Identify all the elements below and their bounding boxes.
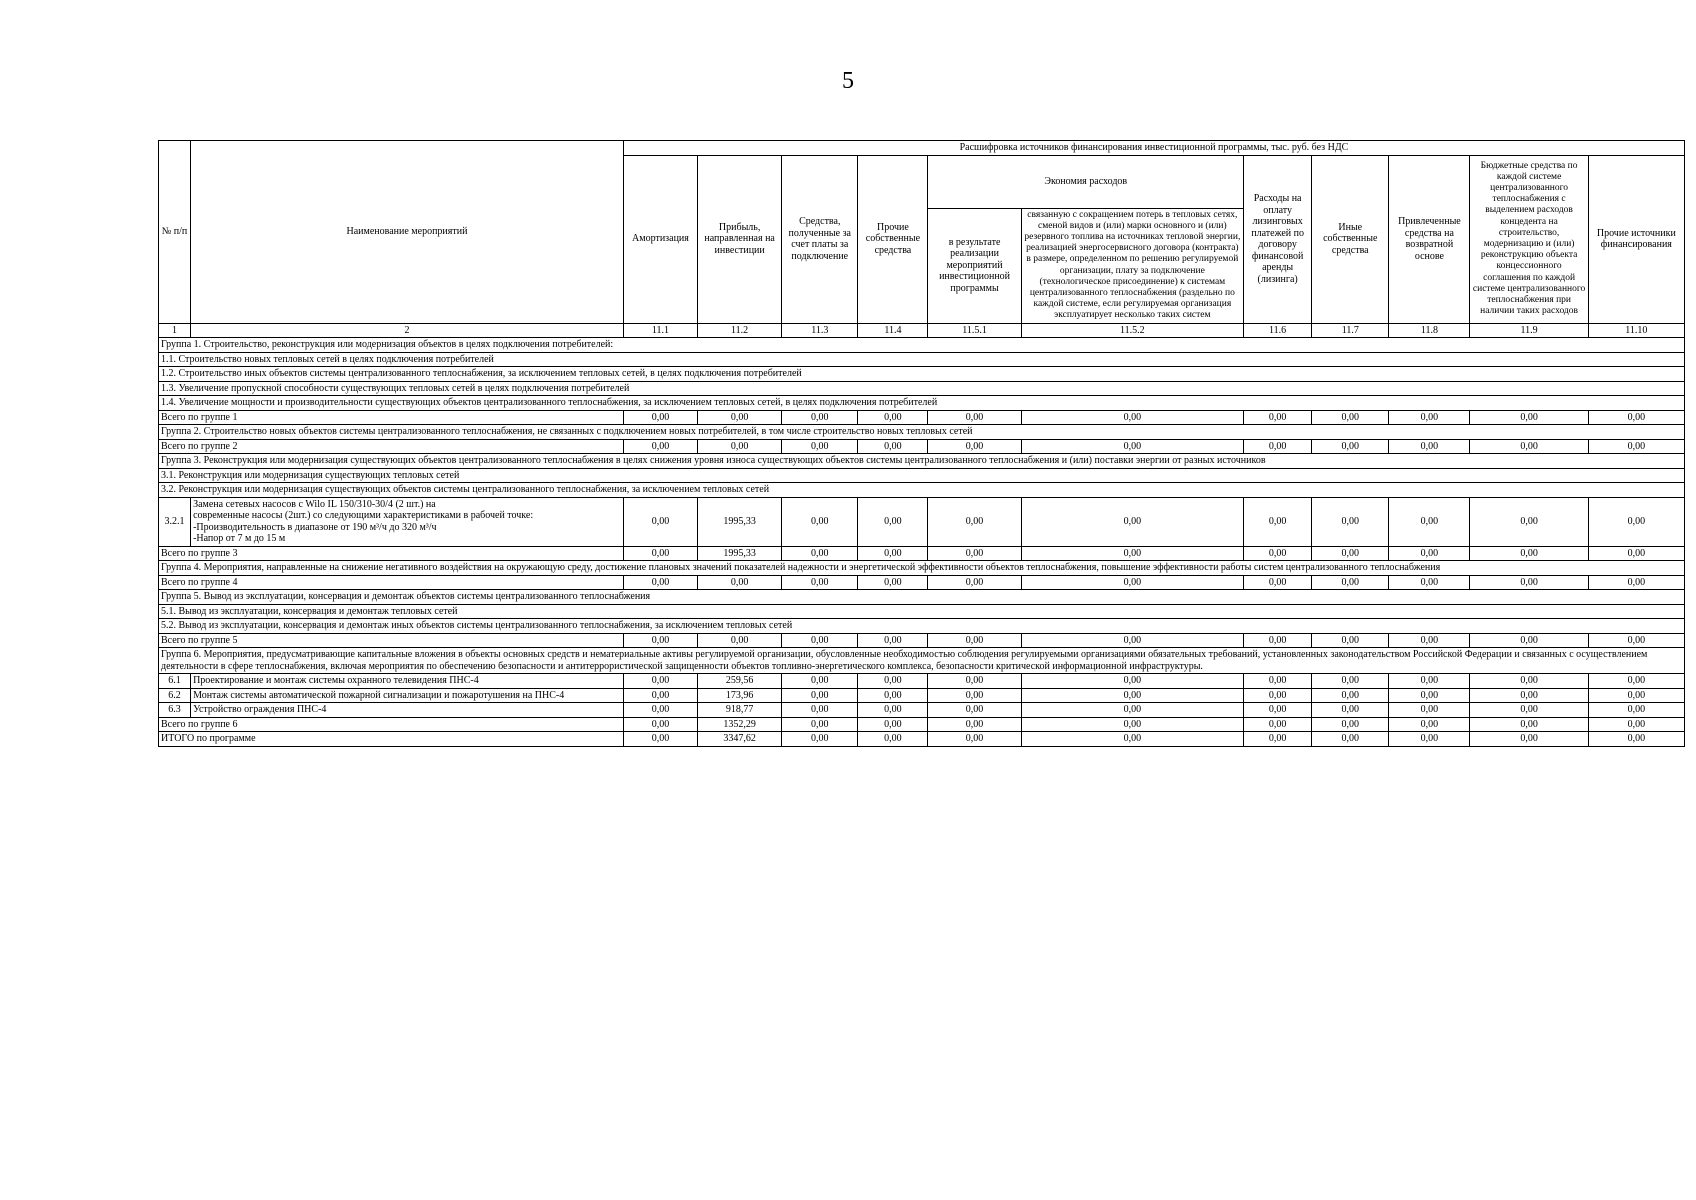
- value-cell: 0,00: [858, 717, 928, 732]
- group-row: [159, 648, 1685, 674]
- index-cell: 11.10: [1588, 323, 1684, 338]
- subgroup-row: [159, 396, 1685, 411]
- total-row: [159, 633, 1685, 648]
- value-cell: 0,00: [858, 575, 928, 590]
- total-row: [159, 717, 1685, 732]
- value-cell: 0,00: [858, 410, 928, 425]
- row-name: Монтаж системы автоматической пожарной сигнализации и пожаротушения на ПНС-4: [191, 688, 624, 703]
- value-cell: 0,00: [1588, 439, 1684, 454]
- table-row: [159, 674, 1685, 689]
- value-cell: 0,00: [1312, 703, 1389, 718]
- total-label: Всего по группе 4: [159, 575, 624, 590]
- group-row: [159, 454, 1685, 469]
- index-cell: 11.5.2: [1021, 323, 1243, 338]
- value-cell: 0,00: [1021, 410, 1243, 425]
- value-cell: 0,00: [623, 410, 697, 425]
- subgroup-row: [159, 619, 1685, 634]
- value-cell: 0,00: [1588, 575, 1684, 590]
- value-cell: 0,00: [623, 633, 697, 648]
- row-name-line: Замена сетевых насосов с Wilo IL 150/310-30/4 (2 шт.) на: [193, 498, 436, 510]
- value-cell: 0,00: [1588, 633, 1684, 648]
- value-cell: 0,00: [1021, 439, 1243, 454]
- value-cell: 0,00: [858, 497, 928, 546]
- value-cell: 0,00: [928, 410, 1021, 425]
- header-11-5-2: связанную с сокращением потерь в тепловых сетях, сменой видов и (или) марки основного и (или) резервного топлива на источниках тепловой энергии, реализацией энергосервисного договора (контракта) в размере, определенном по решению регулируемой организации, плату за подключение (технологическое присоединение) к системам централизованного теплоснабжения (раздельно по каждой системе, если регулируемая организация эксплуатирует несколько таких систем: [1021, 208, 1243, 323]
- header-11-10: Прочие источники финансирования: [1588, 155, 1684, 323]
- value-cell: 0,00: [1312, 497, 1389, 546]
- value-cell: 0,00: [1470, 410, 1588, 425]
- value-cell: 0,00: [1312, 717, 1389, 732]
- value-cell: 0,00: [1389, 732, 1470, 747]
- value-cell: 0,00: [1312, 439, 1389, 454]
- value-cell: 0,00: [698, 575, 782, 590]
- header-financing: Расшифровка источников финансирования инвестиционной программы, тыс. руб. без НДС: [623, 141, 1684, 156]
- header-11-8: Привлеченные средства на возвратной основе: [1389, 155, 1470, 323]
- value-cell: 0,00: [1470, 732, 1588, 747]
- value-cell: 0,00: [698, 410, 782, 425]
- value-cell: 0,00: [1588, 410, 1684, 425]
- value-cell: 0,00: [1244, 703, 1312, 718]
- value-cell: 0,00: [1389, 439, 1470, 454]
- table-row: [159, 703, 1685, 718]
- header-name: Наименование мероприятий: [191, 141, 624, 324]
- subgroup-row: [159, 381, 1685, 396]
- total-label: Всего по группе 2: [159, 439, 624, 454]
- value-cell: 0,00: [1389, 688, 1470, 703]
- header-economy: Экономия расходов: [928, 155, 1244, 208]
- total-row: [159, 546, 1685, 561]
- value-cell: 0,00: [1244, 674, 1312, 689]
- value-cell: 0,00: [782, 439, 858, 454]
- value-cell: 0,00: [1312, 674, 1389, 689]
- value-cell: 0,00: [1312, 410, 1389, 425]
- value-cell: 0,00: [782, 732, 858, 747]
- row-number: 6.1: [159, 674, 191, 689]
- total-label: Всего по группе 5: [159, 633, 624, 648]
- subgroup-title: 1.1. Строительство новых тепловых сетей в целях подключения потребителей: [159, 352, 1685, 367]
- row-number: 3.2.1: [159, 497, 191, 546]
- value-cell: 0,00: [1021, 575, 1243, 590]
- value-cell: 0,00: [782, 575, 858, 590]
- value-cell: 0,00: [858, 546, 928, 561]
- subgroup-title: 5.1. Вывод из эксплуатации, консервация и демонтаж тепловых сетей: [159, 604, 1685, 619]
- value-cell: 0,00: [858, 732, 928, 747]
- total-row: [159, 410, 1685, 425]
- group-title: Группа 4. Мероприятия, направленные на снижение негативного воздействия на окружающую среду, достижение плановых значений показателей надежности и энергетической эффективности объектов теплоснабжения, повышение эффективности работы систем централизованного теплоснабжения: [159, 561, 1685, 576]
- value-cell: 0,00: [1470, 688, 1588, 703]
- value-cell: 0,00: [1021, 703, 1243, 718]
- value-cell: 0,00: [1312, 575, 1389, 590]
- value-cell: 0,00: [1389, 717, 1470, 732]
- value-cell: 0,00: [1021, 546, 1243, 561]
- value-cell: 3347,62: [698, 732, 782, 747]
- group-title: Группа 2. Строительство новых объектов системы централизованного теплоснабжения, не связанных с подключением новых потребителей, в том числе строительство новых тепловых сетей: [159, 425, 1685, 440]
- subgroup-title: 3.2. Реконструкция или модернизация существующих объектов системы централизованного теплоснабжения, за исключением тепловых сетей: [159, 483, 1685, 498]
- value-cell: 0,00: [858, 688, 928, 703]
- value-cell: 0,00: [1470, 703, 1588, 718]
- value-cell: 259,56: [698, 674, 782, 689]
- row-name: [191, 497, 624, 546]
- row-name-line: современные насосы (2шт.) со следующими характеристиками в рабочей точке:: [193, 510, 534, 522]
- value-cell: 0,00: [782, 410, 858, 425]
- value-cell: 0,00: [858, 703, 928, 718]
- value-cell: 0,00: [1470, 633, 1588, 648]
- value-cell: 0,00: [928, 703, 1021, 718]
- row-name-line: -Производительность в диапазоне от 190 м³/ч до 320 м³/ч: [193, 521, 437, 533]
- value-cell: 0,00: [1244, 717, 1312, 732]
- value-cell: 0,00: [623, 546, 697, 561]
- value-cell: 0,00: [623, 497, 697, 546]
- table-row: [159, 497, 1685, 546]
- group-title: Группа 1. Строительство, реконструкция или модернизация объектов в целях подключения потребителей:: [159, 338, 1685, 353]
- value-cell: 0,00: [623, 732, 697, 747]
- value-cell: 0,00: [1312, 688, 1389, 703]
- value-cell: 0,00: [928, 717, 1021, 732]
- header-11-2: Прибыль, направленная на инвестиции: [698, 155, 782, 323]
- value-cell: 0,00: [858, 674, 928, 689]
- value-cell: 0,00: [698, 633, 782, 648]
- page-number: 5: [842, 68, 854, 94]
- value-cell: 0,00: [1244, 732, 1312, 747]
- value-cell: 0,00: [1389, 674, 1470, 689]
- value-cell: 0,00: [782, 633, 858, 648]
- header-11-7: Иные собственные средства: [1312, 155, 1389, 323]
- subgroup-title: 3.1. Реконструкция или модернизация существующих тепловых сетей: [159, 468, 1685, 483]
- subgroup-row: [159, 483, 1685, 498]
- subgroup-title: 1.2. Строительство иных объектов системы централизованного теплоснабжения, за исключением тепловых сетей, в целях подключения потребителей: [159, 367, 1685, 382]
- index-cell: 11.2: [698, 323, 782, 338]
- value-cell: 0,00: [1244, 633, 1312, 648]
- group-title: Группа 5. Вывод из эксплуатации, консервация и демонтаж объектов системы централизованного теплоснабжения: [159, 590, 1685, 605]
- subgroup-row: [159, 367, 1685, 382]
- subgroup-title: 1.3. Увеличение пропускной способности существующих тепловых сетей в целях подключения потребителей: [159, 381, 1685, 396]
- value-cell: 0,00: [1244, 439, 1312, 454]
- value-cell: 0,00: [928, 633, 1021, 648]
- index-cell: 11.1: [623, 323, 697, 338]
- value-cell: 0,00: [1021, 674, 1243, 689]
- row-name: Устройство ограждения ПНС-4: [191, 703, 624, 718]
- total-row: [159, 575, 1685, 590]
- total-row: [159, 439, 1685, 454]
- value-cell: 0,00: [928, 674, 1021, 689]
- row-number: 6.2: [159, 688, 191, 703]
- index-cell: 11.4: [858, 323, 928, 338]
- value-cell: 0,00: [1244, 546, 1312, 561]
- value-cell: 0,00: [782, 688, 858, 703]
- value-cell: 0,00: [1470, 439, 1588, 454]
- header-11-4: Прочие собственные средства: [858, 155, 928, 323]
- value-cell: 1352,29: [698, 717, 782, 732]
- value-cell: 0,00: [1244, 688, 1312, 703]
- grand-total-label: ИТОГО по программе: [159, 732, 624, 747]
- table-row: [159, 688, 1685, 703]
- value-cell: 0,00: [1244, 575, 1312, 590]
- total-label: Всего по группе 3: [159, 546, 624, 561]
- value-cell: 1995,33: [698, 546, 782, 561]
- subgroup-row: [159, 604, 1685, 619]
- group-title: Группа 6. Мероприятия, предусматривающие капитальные вложения в объекты основных средств и нематериальные активы регулируемой организации, обусловленные необходимостью соблюдения регулируемыми организациями обязательных требований, установленных законодательством Российской Федерации и связанных с осуществлением деятельности в сфере теплоснабжения, включая мероприятия по обеспечению безопасности и антитеррористической защищенности объектов топливно-энергетического комплекса, безопасности критической информационной инфраструктуры.: [159, 648, 1685, 674]
- index-cell: 11.8: [1389, 323, 1470, 338]
- value-cell: 0,00: [1021, 688, 1243, 703]
- value-cell: 0,00: [1389, 497, 1470, 546]
- value-cell: 173,96: [698, 688, 782, 703]
- value-cell: 0,00: [1588, 497, 1684, 546]
- grand-total-row: [159, 732, 1685, 747]
- header-11-3: Средства, полученные за счет платы за подключение: [782, 155, 858, 323]
- value-cell: 0,00: [698, 439, 782, 454]
- row-name: Проектирование и монтаж системы охранного телевидения ПНС-4: [191, 674, 624, 689]
- group-row: [159, 338, 1685, 353]
- value-cell: 0,00: [623, 703, 697, 718]
- subgroup-title: 1.4. Увеличение мощности и производительности существующих объектов централизованного теплоснабжения, за исключением тепловых сетей, в целях подключения потребителей: [159, 396, 1685, 411]
- value-cell: 0,00: [1588, 732, 1684, 747]
- header-11-1: Амортизация: [623, 155, 697, 323]
- value-cell: 0,00: [858, 633, 928, 648]
- subgroup-row: [159, 468, 1685, 483]
- value-cell: 0,00: [928, 546, 1021, 561]
- group-row: [159, 561, 1685, 576]
- value-cell: 0,00: [1389, 575, 1470, 590]
- total-label: Всего по группе 6: [159, 717, 624, 732]
- value-cell: 0,00: [1389, 703, 1470, 718]
- index-row: [159, 323, 1685, 338]
- value-cell: 0,00: [1470, 546, 1588, 561]
- value-cell: 0,00: [782, 703, 858, 718]
- value-cell: 0,00: [928, 439, 1021, 454]
- header-num: № п/п: [159, 141, 191, 324]
- value-cell: 0,00: [782, 717, 858, 732]
- value-cell: 0,00: [623, 439, 697, 454]
- value-cell: 0,00: [1021, 732, 1243, 747]
- value-cell: 0,00: [1588, 688, 1684, 703]
- index-cell: 11.9: [1470, 323, 1588, 338]
- value-cell: 0,00: [1470, 497, 1588, 546]
- row-number: 6.3: [159, 703, 191, 718]
- group-row: [159, 590, 1685, 605]
- value-cell: 0,00: [1244, 410, 1312, 425]
- value-cell: 0,00: [623, 688, 697, 703]
- total-label: Всего по группе 1: [159, 410, 624, 425]
- value-cell: 0,00: [1389, 546, 1470, 561]
- value-cell: 0,00: [928, 732, 1021, 747]
- value-cell: 0,00: [928, 688, 1021, 703]
- value-cell: 0,00: [1312, 732, 1389, 747]
- value-cell: 0,00: [1588, 717, 1684, 732]
- value-cell: 0,00: [1588, 674, 1684, 689]
- value-cell: 0,00: [928, 575, 1021, 590]
- value-cell: 0,00: [782, 546, 858, 561]
- value-cell: 0,00: [623, 575, 697, 590]
- index-cell: 1: [159, 323, 191, 338]
- header-11-9: Бюджетные средства по каждой системе централизованного теплоснабжения с выделением расходов концедента на строительство, модернизацию и (или) реконструкцию объекта концессионного соглашения по каждой системе централизованного теплоснабжения при наличии таких расходов: [1470, 155, 1588, 323]
- value-cell: 0,00: [623, 674, 697, 689]
- group-title: Группа 3. Реконструкция или модернизация существующих объектов централизованного теплоснабжения в целях снижения уровня износа существующих объектов системы централизованного теплоснабжения и (или) поставки энергии от разных источников: [159, 454, 1685, 469]
- value-cell: 0,00: [858, 439, 928, 454]
- index-cell: 11.7: [1312, 323, 1389, 338]
- value-cell: 0,00: [782, 674, 858, 689]
- value-cell: 0,00: [623, 717, 697, 732]
- index-cell: 11.6: [1244, 323, 1312, 338]
- value-cell: 0,00: [1588, 546, 1684, 561]
- index-cell: 11.5.1: [928, 323, 1021, 338]
- value-cell: 0,00: [1470, 575, 1588, 590]
- header-11-6: Расходы на оплату лизинговых платежей по договору финансовой аренды (лизинга): [1244, 155, 1312, 323]
- row-name-line: -Напор от 7 м до 15 м: [193, 533, 286, 545]
- value-cell: 0,00: [1021, 633, 1243, 648]
- value-cell: 0,00: [1021, 717, 1243, 732]
- value-cell: 0,00: [782, 497, 858, 546]
- index-cell: 11.3: [782, 323, 858, 338]
- value-cell: 1995,33: [698, 497, 782, 546]
- value-cell: 918,77: [698, 703, 782, 718]
- value-cell: 0,00: [1389, 633, 1470, 648]
- subgroup-title: 5.2. Вывод из эксплуатации, консервация и демонтаж иных объектов системы централизованного теплоснабжения, за исключением тепловых сетей: [159, 619, 1685, 634]
- value-cell: 0,00: [1312, 546, 1389, 561]
- value-cell: 0,00: [1389, 410, 1470, 425]
- value-cell: 0,00: [1312, 633, 1389, 648]
- group-row: [159, 425, 1685, 440]
- value-cell: 0,00: [1588, 703, 1684, 718]
- value-cell: 0,00: [1470, 717, 1588, 732]
- header-11-5-1: в результате реализации мероприятий инвестиционной программы: [928, 208, 1021, 323]
- financing-table: [158, 140, 1685, 747]
- index-cell: 2: [191, 323, 624, 338]
- value-cell: 0,00: [1470, 674, 1588, 689]
- value-cell: 0,00: [1244, 497, 1312, 546]
- subgroup-row: [159, 352, 1685, 367]
- value-cell: 0,00: [928, 497, 1021, 546]
- value-cell: 0,00: [1021, 497, 1243, 546]
